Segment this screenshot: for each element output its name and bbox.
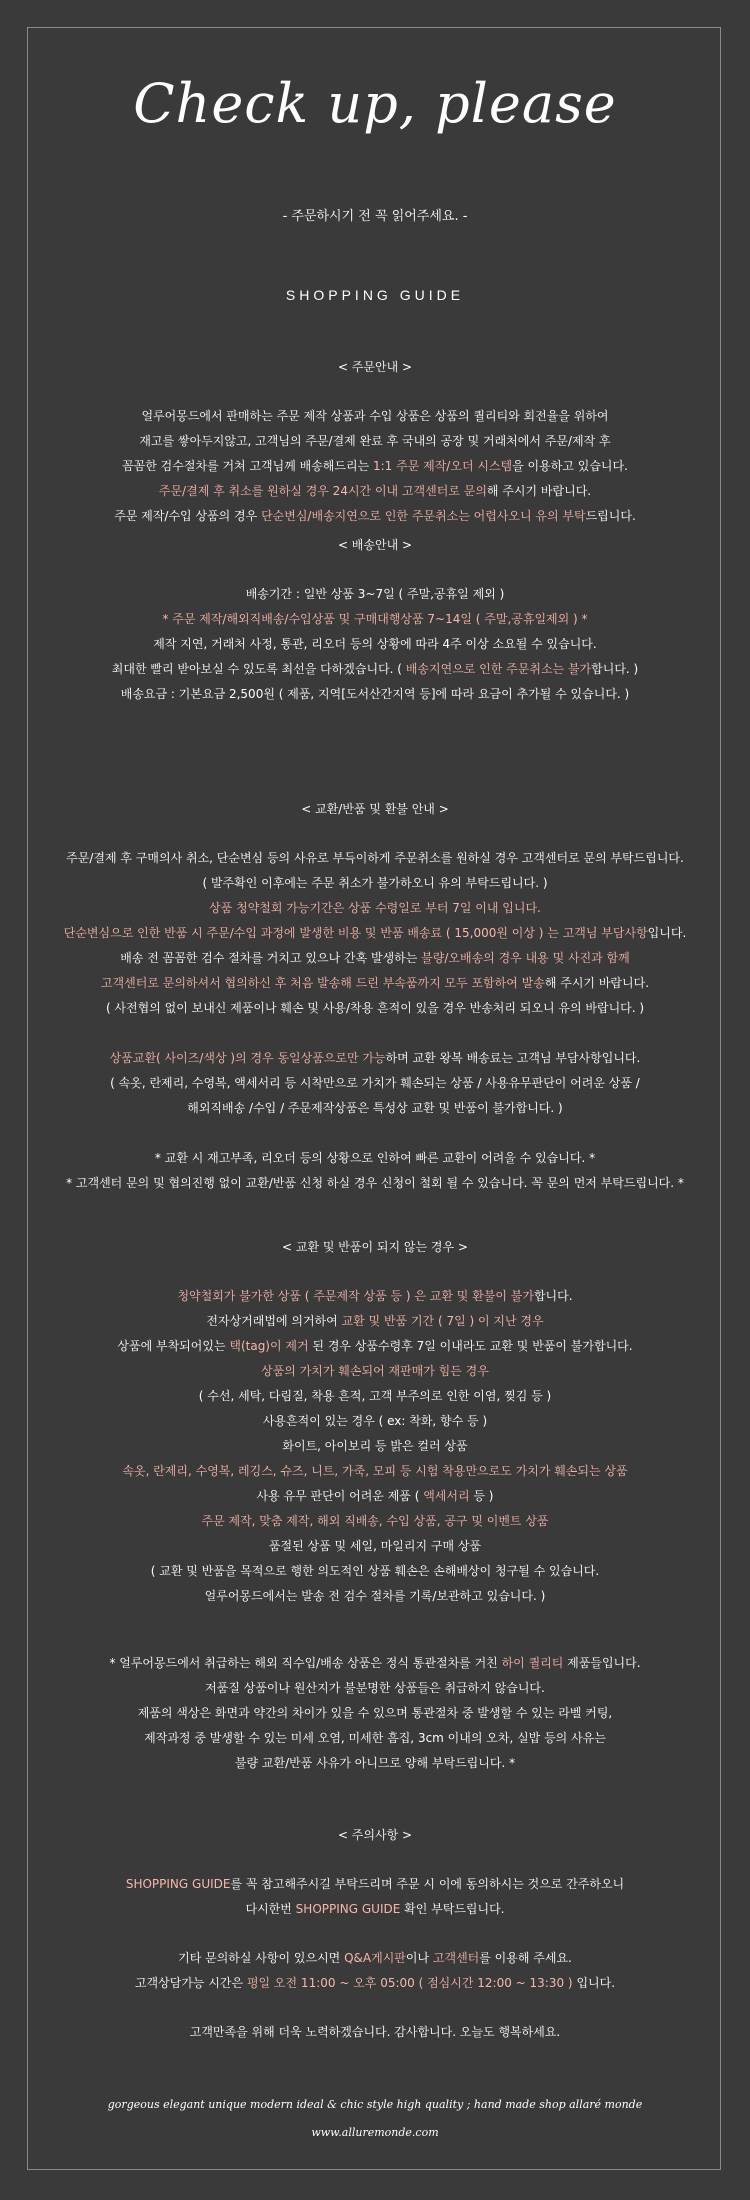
overseas-line: 제작과정 중 발생할 수 있는 미세 오염, 미세한 흠집, 3cm 이내의 오차, 실밥 등의 사유는 (144, 1731, 606, 1745)
overseas-line: * 얼루어몽드에서 취급하는 해외 직수입/배송 상품은 정식 통관절차를 거친 하이 퀄리티 제품들입니다. (109, 1656, 641, 1670)
notice-line: SHOPPING GUIDE를 꼭 참고해주시길 부탁드리며 주문 시 이에 동의하시는 것으로 간주하오니 (125, 1877, 625, 1891)
order-line: 주문/결제 후 취소를 원하실 경우 24시간 이내 고객센터로 문의해 주시기 바랍니다. (158, 484, 592, 498)
shipping-line: 배송요금 : 기본요금 2,500원 ( 제품, 지역[도서산간지역 등]에 따라 요금이 추가될 수 있습니다. ) (120, 687, 630, 701)
notice-header: < 주의사항 > (337, 1828, 413, 1842)
no-exchange-line: 전자상거래법에 의거하여 교환 및 반품 기간 ( 7일 ) 이 지난 경우 (206, 1314, 544, 1328)
exchange-line: 상품교환( 사이즈/색상 )의 경우 동일상품으로만 가능하며 교환 왕복 배송료는 고객님 부담사항입니다. (109, 1051, 641, 1065)
no-exchange-line: ( 수선, 세탁, 다림질, 착용 흔적, 고객 부주의로 인한 이염, 찢김 등 ) (198, 1389, 552, 1403)
notice-line: 다시한번 SHOPPING GUIDE 확인 부탁드립니다. (245, 1902, 505, 1916)
notice-line: 고객상담가능 시간은 평일 오전 11:00 ~ 오후 05:00 ( 점심시간 12:00 ~ 13:30 ) 입니다. (134, 1976, 616, 1990)
no-exchange-line: 상품의 가치가 훼손되어 재판매가 힘든 경우 (261, 1364, 489, 1378)
no-exchange-line: 사용흔적이 있는 경우 ( ex: 착화, 향수 등 ) (262, 1414, 488, 1428)
no-exchange-section (0, 1235, 750, 1609)
no-exchange-line: 사용 유무 판단이 어려운 제품 ( 액세서리 등 ) (256, 1489, 494, 1503)
notice-line: 기타 문의하실 사항이 있으시면 Q&A게시판이나 고객센터를 이용해 주세요. (178, 1951, 572, 1965)
overseas-line: 저품질 상품이나 원산지가 불분명한 상품들은 취급하지 않습니다. (205, 1681, 545, 1695)
no-exchange-line: ( 교환 및 반품을 목적으로 행한 의도적인 상품 훼손은 손해배상이 청구될 수 있습니다. (150, 1564, 600, 1578)
customer-center-link[interactable]: 고객센터 (432, 1951, 480, 1965)
exchange-section (0, 797, 750, 1196)
exchange-line: ( 사전협의 없이 보내신 제품이나 훼손 및 사용/착용 흔적이 있을 경우 반송처리 되오니 유의 바랍니다. ) (105, 1001, 645, 1015)
exchange-line: * 교환 시 재고부족, 리오더 등의 상황으로 인하여 빠른 교환이 어려울 수 있습니다. * (154, 1151, 596, 1165)
exchange-line: 주문/결제 후 구매의사 취소, 단순변심 등의 사유로 부득이하게 주문취소를 원하실 경우 고객센터로 문의 부탁드립니다. (66, 851, 684, 865)
page-title: Check up, please (133, 72, 617, 135)
shipping-line: 제작 지연, 거래처 사정, 통관, 리오더 등의 상황에 따라 4주 이상 소요될 수 있습니다. (153, 637, 597, 651)
footer-url[interactable]: www.alluremonde.com (311, 2126, 439, 2139)
no-exchange-line: 얼루어몽드에서는 발송 전 검수 절차를 기록/보관하고 있습니다. ) (204, 1589, 546, 1603)
qna-board-link[interactable]: Q&A게시판 (344, 1951, 406, 1965)
notice-line: 고객만족을 위해 더욱 노력하겠습니다. 감사합니다. 오늘도 행복하세요. (189, 2025, 561, 2039)
exchange-line: ( 발주확인 이후에는 주문 취소가 불가하오니 유의 부탁드립니다. ) (202, 876, 548, 890)
exchange-line: 배송 전 꼼꼼한 검수 절차를 거치고 있으나 간혹 발생하는 불량/오배송의 경우 내용 및 사진과 함께 (120, 951, 630, 965)
shopping-guide-heading: SHOPPING GUIDE (285, 287, 465, 303)
overseas-line: 제품의 색상은 화면과 약간의 차이가 있을 수 있으며 통관절차 중 발생할 수 있는 라벨 커팅, (137, 1706, 613, 1720)
shipping-line: * 주문 제작/해외직배송/수입상품 및 구매대행상품 7~14일 ( 주말,공휴일제외 ) * (162, 612, 588, 626)
page-subtitle: - 주문하시기 전 꼭 읽어주세요. - (282, 209, 468, 224)
no-exchange-line: 속옷, 란제리, 수영복, 레깅스, 슈즈, 니트, 가죽, 모피 등 시험 착용만으로도 가치가 훼손되는 상품 (122, 1464, 628, 1478)
exchange-line: 해외직배송 /수입 / 주문제작상품은 특성상 교환 및 반품이 불가합니다. ) (187, 1101, 563, 1115)
exchange-line: * 고객센터 문의 및 협의진행 없이 교환/반품 신청 하실 경우 신청이 철회 될 수 있습니다. 꼭 문의 먼저 부탁드립니다. * (66, 1176, 684, 1190)
overseas-line: 불량 교환/반품 사유가 아니므로 양해 부탁드립니다. * (234, 1756, 516, 1770)
order-line: 주문 제작/수입 상품의 경우 단순변심/배송지연으로 인한 주문취소는 어렵사오니 유의 부탁드립니다. (114, 509, 636, 523)
no-exchange-line: 청약철회가 불가한 상품 ( 주문제작 상품 등 ) 은 교환 및 환불이 불가합니다. (177, 1289, 573, 1303)
shipping-line: 배송기간 : 일반 상품 3~7일 ( 주말,공휴일 제외 ) (245, 587, 505, 601)
exchange-line: 단순변심으로 인한 반품 시 주문/수입 과정에 발생한 비용 및 반품 배송료 ( 15,000원 이상 ) 는 고객님 부담사항입니다. (63, 926, 687, 940)
notice-section (0, 1823, 750, 2045)
order-line: 꼼꼼한 검수절차를 거쳐 고객님께 배송해드리는 1:1 주문 제작/오더 시스템을 이용하고 있습니다. (122, 459, 628, 473)
shipping-header: < 배송안내 > (337, 538, 413, 552)
overseas-section (0, 1651, 750, 1776)
order-line: 얼루어몽드에서 판매하는 주문 제작 상품과 수입 상품은 상품의 퀄리티와 회전율을 위하여 (141, 409, 609, 423)
no-exchange-line: 상품에 부착되어있는 택(tag)이 제거 된 경우 상품수령후 7일 이내라도 교환 및 반품이 불가합니다. (117, 1339, 633, 1353)
order-section (0, 355, 750, 529)
exchange-line: ( 속옷, 란제리, 수영복, 액세서리 등 시착만으로 가치가 훼손되는 상품 / 사용유무판단이 어려운 상품 / (110, 1076, 640, 1090)
no-exchange-line: 품절된 상품 및 세일, 마일리지 구매 상품 (268, 1539, 482, 1553)
no-exchange-line: 화이트, 아이보리 등 밝은 컬러 상품 (282, 1439, 468, 1453)
exchange-line: 상품 청약철회 가능기간은 상품 수령일로 부터 7일 이내 입니다. (209, 901, 541, 915)
no-exchange-line: 주문 제작, 맞춤 제작, 해외 직배송, 수입 상품, 공구 및 이벤트 상품 (201, 1514, 549, 1528)
no-exchange-header: < 교환 및 반품이 되지 않는 경우 > (282, 1240, 468, 1254)
shipping-line: 최대한 빨리 받아보실 수 있도록 최선을 다하겠습니다. ( 배송지연으로 인한 주문취소는 불가합니다. ) (111, 662, 639, 676)
order-line: 재고를 쌓아두지않고, 고객님의 주문/결제 완료 후 국내의 공장 및 거래처에서 주문/제작 후 (139, 434, 611, 448)
order-header: < 주문안내 > (337, 360, 413, 374)
shipping-section (0, 533, 750, 707)
exchange-header: < 교환/반품 및 환불 안내 > (301, 802, 449, 816)
exchange-line: 고객센터로 문의하셔서 협의하신 후 처음 발송해 드린 부속품까지 모두 포함하여 발송해 주시기 바랍니다. (100, 976, 650, 990)
footer-tagline: gorgeous elegant unique modern ideal & chic style high quality ; hand made shop allaré monde (107, 2098, 643, 2111)
